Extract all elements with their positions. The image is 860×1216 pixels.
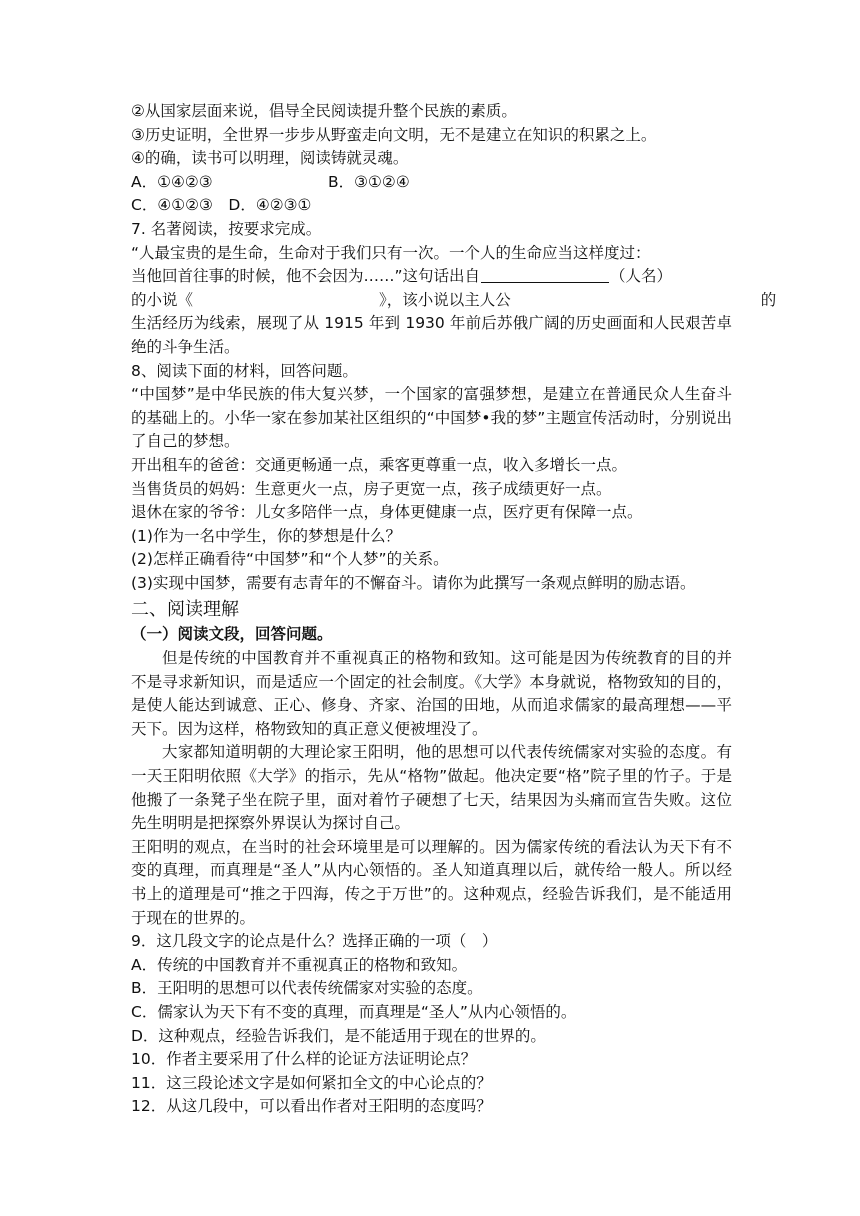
- q7-quote-line-1: “人最宝贵的是生命，生命对于我们只有一次。一个人的生命应当这样度过：: [131, 243, 651, 262]
- q7-title: 7. 名著阅读，按要求完成。: [131, 219, 322, 238]
- q8-title: 8、阅读下面的材料，回答问题。: [131, 361, 358, 380]
- q9-option-c: C．儒家认为天下有不变的真理，而真理是“圣人”从内心领悟的。: [131, 1002, 577, 1021]
- q7-line-3-suffix: 的: [760, 290, 777, 309]
- q6-sentence-2: ②从国家层面来说，倡导全民阅读提升整个民族的素质。: [131, 102, 517, 120]
- q8-sub-question-2: (2)怎样正确看待“中国梦”和“个人梦”的关系。: [131, 550, 449, 569]
- q7-quote-source-text: 当他回首往事的时候，他不会因为……”这句话出自: [131, 267, 481, 286]
- q6-options-cd: C．④①②③ D．④②③①: [131, 196, 312, 215]
- q6-sentence-3: ③历史证明，全世界一步步从野蛮走向文明，无不是建立在知识的积累之上。: [131, 125, 657, 144]
- q6-option-a: A．①④②③: [131, 172, 213, 191]
- q7-author-blank[interactable]: [481, 266, 609, 283]
- q8-dad-dream: 开出租车的爸爸：交通更畅通一点，乘客更尊重一点，收入多增长一点。: [131, 455, 628, 474]
- q8-mom-dream: 当售货员的妈妈：生意更火一点，房子更宽一点，孩子成绩更好一点。: [131, 479, 612, 498]
- q7-author-label: （人名）: [610, 267, 673, 286]
- q6-option-b: B．③①②④: [328, 172, 410, 191]
- q8-sub-question-1: (1)作为一名中学生，你的梦想是什么？: [131, 526, 401, 545]
- q11: 11．这三段论述文字是如何紧扣全文的中心论点的？: [131, 1073, 492, 1092]
- section-2-sub-heading: （一）阅读文段，回答问题。: [131, 625, 333, 644]
- q7-novel-prefix: 的小说《: [131, 290, 194, 309]
- q8-material-paragraph: “中国梦”是中华民族的伟大复兴梦，一个国家的富强梦想，是建立在普通民众人生奋斗的基础上的。小华一家在参加某社区组织的“中国梦•我的梦”主题宣传活动时，分别说出了自己的梦想。: [131, 385, 732, 451]
- q9-option-a: A．传统的中国教育并不重视真正的格物和致知。: [131, 955, 468, 974]
- reading-paragraph-1: 但是传统的中国教育并不重视真正的格物和致知。这可能是因为传统教育的目的并不是寻求新知识，而是适应一个固定的社会制度。《大学》本身就说，格物致知的目的，是使人能达到诚意、正心、修身、齐家、治国的田地，从而追求儒家的最高理想——平天下。因为这样，格物致知的真正意义便被埋没了。: [131, 649, 732, 738]
- q9-option-b: B．王阳明的思想可以代表传统儒家对实验的态度。: [131, 979, 483, 998]
- q9-option-d: D．这种观点，经验告诉我们，是不能适用于现在的世界的。: [131, 1026, 546, 1045]
- q6-options-ab: [131, 171, 732, 195]
- q7-protagonist-prefix: 》，该小说以主人公: [379, 290, 511, 309]
- reading-paragraph-3: 王阳明的观点，在当时的社会环境里是可以理解的。因为儒家传统的看法认为天下有不变的真理，而真理是“圣人”从内心领悟的。圣人知道真理以后，就传给一般人。所以经书上的道理是可“推之于四海，传之于万世”的。这种观点，经验告诉我们，是不能适用于现在的世界的。: [131, 837, 732, 927]
- q7-line-3: [131, 289, 777, 313]
- q8-sub-question-3: (3)实现中国梦，需要有志青年的不懈奋斗。请你为此撰写一条观点鲜明的励志语。: [131, 573, 696, 592]
- reading-paragraph-2: 大家都知道明朝的大理论家王阳明，他的思想可以代表传统儒家对实验的态度。有一天王阳明依照《大学》的指示，先从“格物”做起。他决定要“格”院子里的竹子。于是他搬了一条凳子坐在院子里，面对着竹子硬想了七天，结果因为头痛而宣告失败。这位先生明明是把探察外界误认为探讨自己。: [131, 743, 732, 833]
- q7-line-4: 生活经历为线索，展现了从 1915 年到 1930 年前后苏俄广阔的历史画面和人民艰苦卓绝的斗争生活。: [131, 314, 732, 356]
- q8-grandpa-dream: 退休在家的爷爷：儿女多陪伴一点，身体更健康一点，医疗更有保障一点。: [131, 503, 643, 522]
- q9-stem: 9．这几段文字的论点是什么？选择正确的一项（ ）: [131, 932, 498, 951]
- section-2-heading: 二、阅读理解: [131, 599, 239, 621]
- q7-quote-line-2: [131, 265, 732, 289]
- q10: 10．作者主要采用了什么样的论证方法证明论点？: [131, 1050, 477, 1069]
- q7-novel-line: [131, 289, 761, 313]
- q12: 12．从这几段中，可以看出作者对王阳明的态度吗？: [131, 1097, 492, 1116]
- q6-sentence-4: ④的确，读书可以明理，阅读铸就灵魂。: [131, 149, 409, 168]
